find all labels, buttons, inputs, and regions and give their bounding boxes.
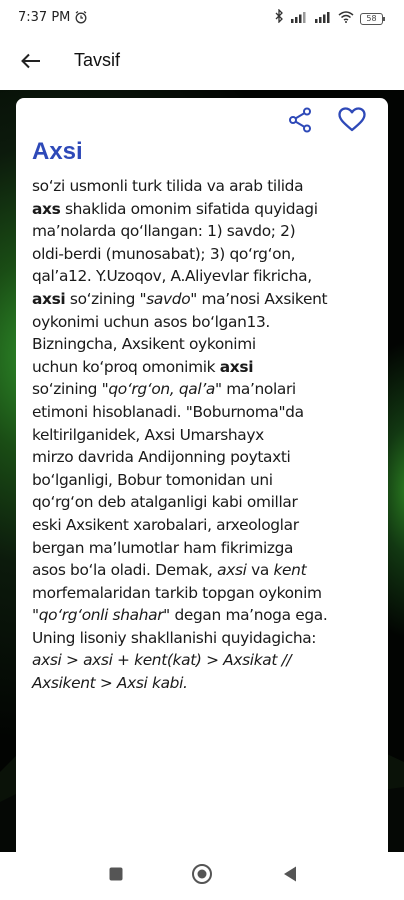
status-time: 7:37 PM — [18, 10, 71, 25]
description-line — [32, 401, 378, 424]
recents-button[interactable] — [104, 864, 128, 888]
description-line — [32, 582, 378, 605]
description-text: mirzo davrida Andijonning poytaxti — [32, 448, 291, 467]
description-text: ma’nolari — [221, 380, 296, 399]
description-text: shaklida omonim sifatida quyidagi — [60, 199, 318, 218]
description-text: va — [246, 561, 274, 580]
back-nav-button[interactable] — [278, 864, 302, 888]
signal-icon — [290, 10, 308, 28]
page-title: Tavsif — [74, 50, 121, 70]
description-line — [32, 378, 378, 401]
description-text: Axsikent > Axsi kabi. — [32, 674, 188, 693]
description-text: keltirilganidek, Axsi Umarshayx — [32, 425, 264, 444]
description-text: etimoni hisoblanadi. "Boburnoma"da — [32, 402, 304, 421]
battery-icon — [360, 13, 386, 25]
description-line — [32, 537, 378, 560]
description-line — [32, 175, 378, 198]
description-text: degan ma’noga ega. — [169, 606, 328, 625]
bluetooth-icon — [274, 9, 284, 28]
description-line — [32, 265, 378, 288]
triangle-back-icon — [282, 865, 298, 888]
description-text: axsi — [217, 561, 247, 580]
home-button[interactable] — [190, 864, 214, 888]
description-text: axsi — [32, 289, 66, 308]
description-line — [32, 356, 378, 379]
signal-icon-2 — [314, 10, 332, 28]
term-description — [32, 175, 378, 695]
description-text: eski Axsikent xarobalari, arxeologlar — [32, 515, 299, 534]
description-text: qo‘rg‘on deb atalganligi kabi omillar — [32, 493, 298, 512]
description-line — [32, 198, 378, 221]
description-text: Uning lisoniy shakllanishi quyidagicha: — [32, 628, 317, 647]
description-text: uchun ko‘proq omonimik — [32, 357, 220, 376]
home-circle-icon — [191, 863, 213, 890]
description-text: so‘zining — [32, 380, 102, 399]
share-icon — [288, 107, 312, 138]
description-line — [32, 311, 378, 334]
app-bar — [0, 36, 404, 90]
description-line — [32, 514, 378, 537]
description-line — [32, 446, 378, 469]
description-line — [32, 469, 378, 492]
square-icon — [108, 866, 124, 887]
description-text: ma’nolarda qo‘llangan: 1) savdo; 2) — [32, 222, 296, 241]
description-line — [32, 672, 378, 695]
description-text: kent — [273, 561, 307, 580]
description-text: so‘zi usmonli turk tilida va arab tilida — [32, 177, 304, 195]
description-text: "qo‘rg‘on, qal’a" — [101, 380, 222, 399]
term-title: Axsi — [32, 138, 83, 165]
description-text: so‘zining — [65, 289, 140, 308]
description-text: oldi-berdi (munosabat); 3) qo‘rg‘on, — [32, 244, 296, 263]
description-text: axs — [32, 199, 61, 218]
description-text: "qo‘rg‘onli shahar" — [32, 606, 170, 625]
description-line — [32, 627, 378, 650]
description-text: axsi — [219, 357, 254, 376]
description-line — [32, 333, 378, 356]
heart-outline-icon — [338, 107, 366, 137]
description-line — [32, 220, 378, 243]
description-text: oykonimi uchun asos bo‘lgan13. — [32, 312, 270, 331]
description-text: axsi > axsi + kent(kat) > Axsikat // — [32, 651, 292, 670]
description-text: bergan ma’lumotlar ham fikrimizga — [32, 538, 294, 557]
description-text: ma’nosi Axsikent — [196, 289, 328, 308]
back-button[interactable] — [14, 46, 48, 80]
arrow-left-icon — [21, 53, 41, 74]
description-line — [32, 243, 378, 266]
battery-level: 58 — [366, 13, 377, 23]
wifi-icon — [338, 10, 354, 28]
description-line — [32, 604, 378, 627]
description-text: asos bo‘la oladi. Demak, — [32, 561, 218, 580]
description-line — [32, 559, 378, 582]
card-actions — [286, 108, 366, 136]
system-nav-bar — [0, 852, 404, 900]
description-text: "savdo" — [139, 289, 197, 308]
description-text: morfemalaridan tarkib topgan oykonim — [32, 583, 322, 602]
description-text: qal’a12. Y.Uzoqov, A.Aliyevlar fikricha, — [32, 267, 312, 286]
status-icons — [274, 9, 386, 28]
status-bar — [0, 0, 404, 36]
description-line — [32, 424, 378, 447]
alarm-icon — [74, 10, 88, 29]
description-line — [32, 491, 378, 514]
description-text: Bizningcha, Axsikent oykonimi — [32, 335, 256, 354]
description-card — [16, 98, 388, 852]
description-text: bo‘lganligi, Bobur tomonidan uni — [32, 470, 273, 489]
share-button[interactable] — [286, 108, 314, 136]
description-line — [32, 649, 378, 672]
favorite-button[interactable] — [338, 108, 366, 136]
description-line — [32, 288, 378, 311]
